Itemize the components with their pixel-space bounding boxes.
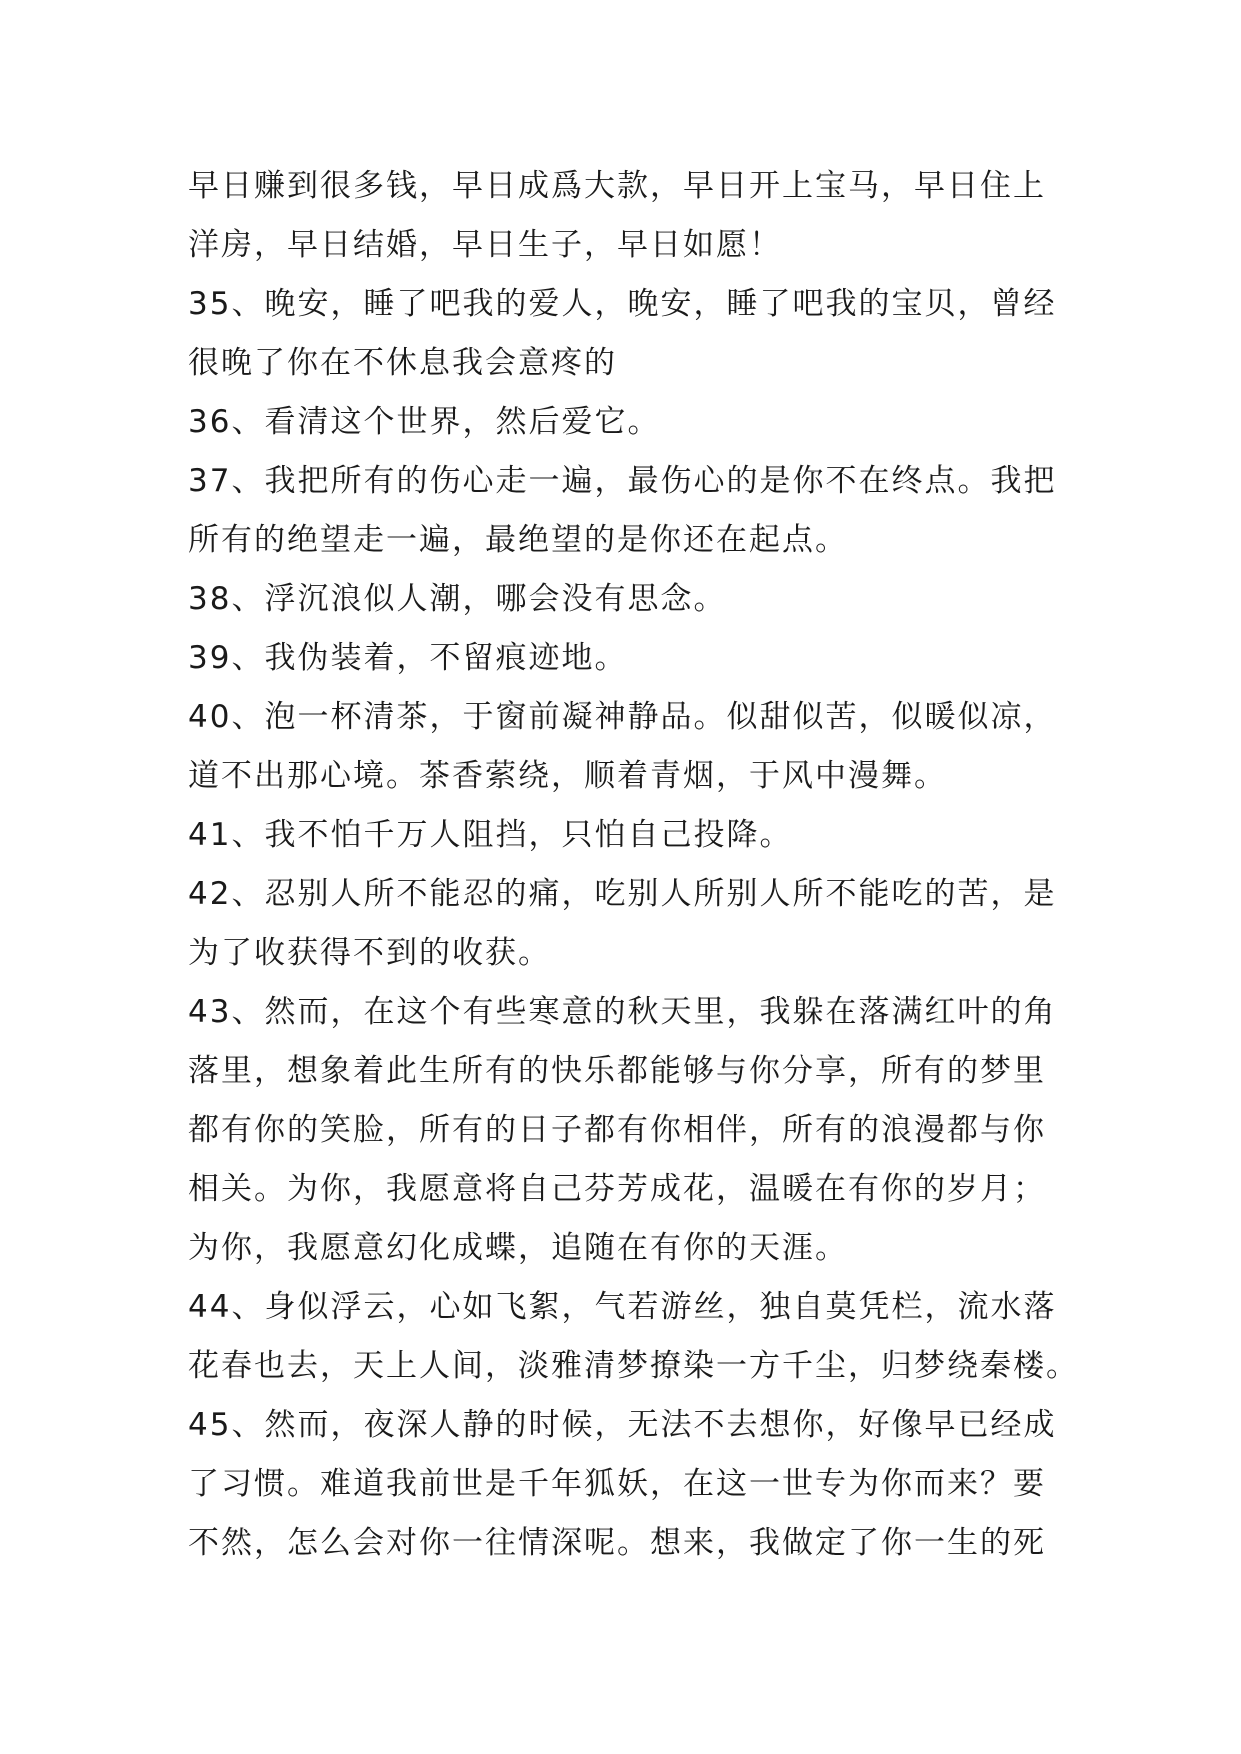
text-line: 38、浮沉浪似人潮，哪会没有思念。 [188, 581, 727, 617]
text-line: 40、泡一杯清茶，于窗前凝神静品。似甜似苦，似暖似凉， [188, 699, 1057, 735]
body-text [188, 157, 1079, 1573]
text-line: 35、晚安，睡了吧我的爱人，晚安，睡了吧我的宝贝，曾经 [188, 286, 1057, 322]
text-line: 很晚了你在不休息我会意疼的 [188, 345, 617, 381]
text-line: 为你，我愿意幻化成蝶，追随在有你的天涯。 [188, 1230, 848, 1266]
text-line: 早日赚到很多钱，早日成爲大款，早日开上宝马，早日住上 [188, 168, 1046, 204]
text-line: 为了收获得不到的收获。 [188, 935, 551, 971]
text-line: 45、然而，夜深人静的时候，无法不去想你，好像早已经成 [188, 1407, 1057, 1443]
text-line: 花春也去，天上人间，淡雅清梦撩染一方千尘，归梦绕秦楼。 [188, 1348, 1079, 1384]
text-line: 44、身似浮云，心如飞絮，气若游丝，独自莫凭栏，流水落 [188, 1289, 1057, 1325]
text-line: 都有你的笑脸，所有的日子都有你相伴，所有的浪漫都与你 [188, 1112, 1046, 1148]
text-line: 了习惯。难道我前世是千年狐妖，在这一世专为你而来？要 [188, 1466, 1046, 1502]
text-line: 37、我把所有的伤心走一遍，最伤心的是你不在终点。我把 [188, 463, 1057, 499]
text-line: 39、我伪装着，不留痕迹地。 [188, 640, 628, 676]
text-line: 43、然而，在这个有些寒意的秋天里，我躲在落满红叶的角 [188, 994, 1057, 1030]
text-line: 相关。为你，我愿意将自己芬芳成花，温暖在有你的岁月； [188, 1171, 1046, 1207]
text-line: 洋房，早日结婚，早日生子，早日如愿！ [188, 227, 782, 263]
text-line: 36、看清这个世界，然后爱它。 [188, 404, 661, 440]
text-line: 不然，怎么会对你一往情深呢。想来，我做定了你一生的死 [188, 1525, 1046, 1561]
text-line: 所有的绝望走一遍，最绝望的是你还在起点。 [188, 522, 848, 558]
text-line: 42、忍别人所不能忍的痛，吃别人所别人所不能吃的苦，是 [188, 876, 1057, 912]
text-line: 41、我不怕千万人阻挡，只怕自己投降。 [188, 817, 793, 853]
text-line: 道不出那心境。茶香萦绕，顺着青烟，于风中漫舞。 [188, 758, 947, 794]
text-line: 落里，想象着此生所有的快乐都能够与你分享，所有的梦里 [188, 1053, 1046, 1089]
